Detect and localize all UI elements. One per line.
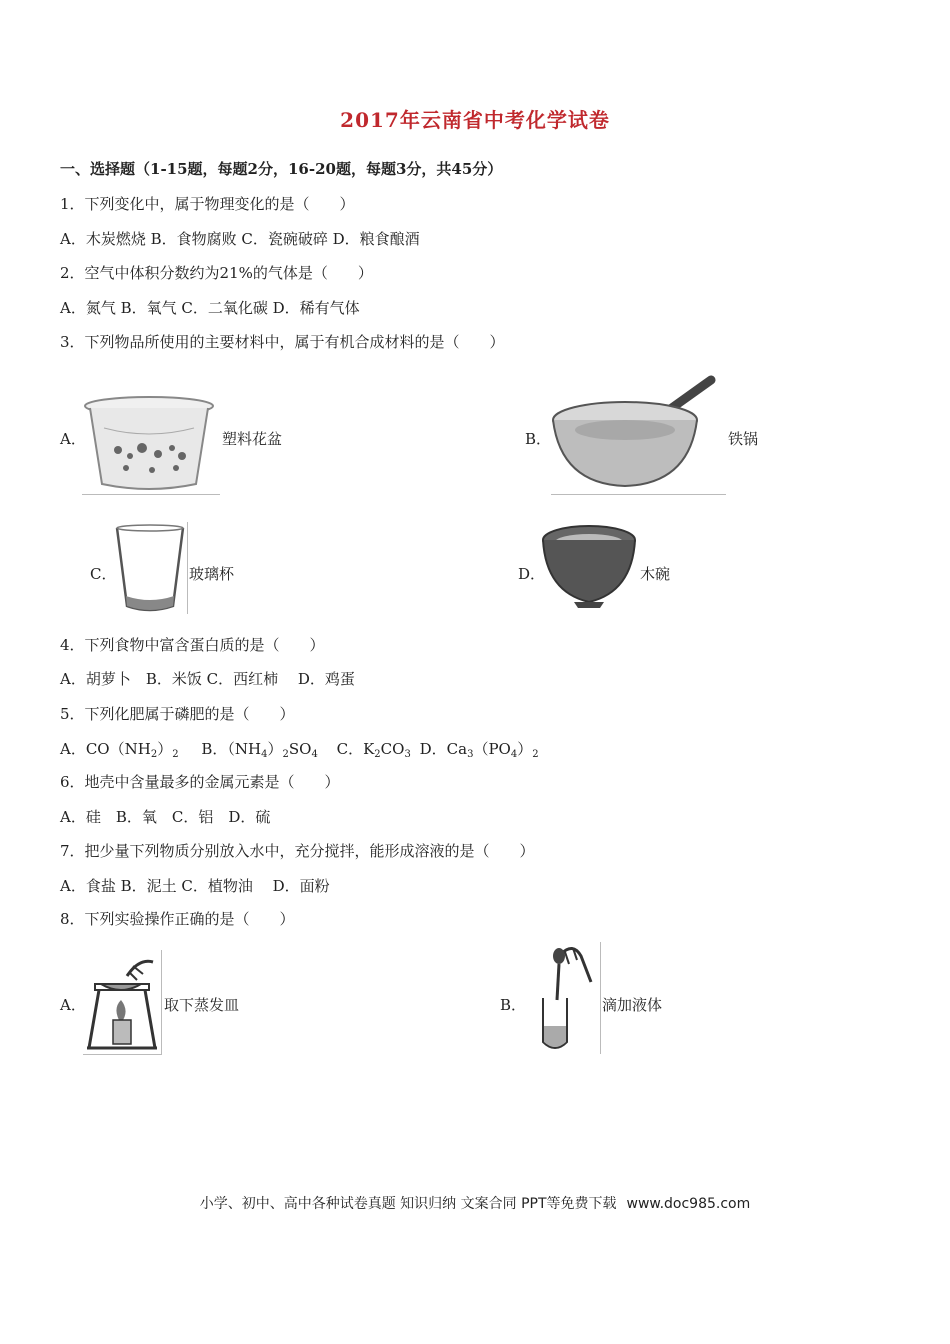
question-5-stem: 5．下列化肥属于磷肥的是（ ） bbox=[60, 705, 295, 723]
flower-pot-icon bbox=[82, 392, 220, 494]
q3-choice-d-letter: D． bbox=[518, 565, 546, 583]
q3-choice-d-caption: 木碗 bbox=[640, 565, 671, 583]
footer-text: 小学、初中、高中各种试卷真题 知识归纳 文案合同 PPT等免费下载 bbox=[199, 1196, 617, 1212]
question-6-stem: 6．地壳中含量最多的金属元素是（ ） bbox=[60, 773, 340, 791]
question-8-stem: 8．下列实验操作正确的是（ ） bbox=[60, 910, 295, 928]
question-2-options: A．氮气 B．氧气 C．二氧化碳 D．稀有气体 bbox=[60, 299, 360, 317]
question-4-options: A．胡萝卜 B．米饭 C．西红柿 D．鸡蛋 bbox=[60, 670, 355, 688]
q3-choice-c-caption: 玻璃杯 bbox=[189, 565, 235, 583]
q8-choice-a-letter: A． bbox=[60, 996, 86, 1014]
q3-choice-b-caption: 铁锅 bbox=[728, 430, 759, 448]
question-4-stem: 4．下列食物中富含蛋白质的是（ ） bbox=[60, 636, 325, 654]
footer bbox=[0, 1193, 950, 1213]
glass-cup-icon bbox=[113, 522, 187, 614]
page-title: 2017年云南省中考化学试卷 bbox=[340, 108, 610, 132]
wooden-bowl-icon bbox=[540, 522, 638, 610]
question-6-options: A．硅 B．氧 C．铝 D．硫 bbox=[60, 808, 271, 826]
q3-choice-c-letter: C． bbox=[90, 565, 117, 583]
glass-cup-image bbox=[113, 522, 188, 614]
question-7-options: A．食盐 B．泥土 C．植物油 D．面粉 bbox=[60, 877, 330, 895]
question-1-stem: 1．下列变化中，属于物理变化的是（ ） bbox=[60, 195, 355, 213]
flower-pot-image bbox=[82, 392, 220, 495]
question-5-options: A．$CO(NH_2)_2$ B．$(NH_4)_2SO_4$ C．$K_2CO_3$ D．$Ca_3(PO_4)_2$ bbox=[60, 740, 539, 760]
question-1-options: A．木炭燃烧 B．食物腐败 C．瓷碗破碎 D．粮食酿酒 bbox=[60, 230, 420, 248]
q3-choice-a-caption: 塑料花盆 bbox=[222, 430, 283, 448]
footer-url[interactable]: www.doc985.com bbox=[626, 1196, 751, 1212]
question-3-stem: 3．下列物品所使用的主要材料中，属于有机合成材料的是（ ） bbox=[60, 333, 505, 351]
wok-image bbox=[551, 372, 726, 495]
evaporating-dish-image bbox=[83, 950, 162, 1055]
q8-choice-b-letter: B． bbox=[500, 996, 527, 1014]
section-heading: 一、选择题（1-15题，每题2分，16-20题，每题3分，共45分） bbox=[60, 160, 503, 178]
wooden-bowl-image bbox=[540, 522, 638, 610]
evaporating-dish-icon bbox=[83, 950, 161, 1054]
question-2-stem: 2．空气中体积分数约为21%的气体是（ ） bbox=[60, 264, 373, 282]
q3-choice-a-letter: A． bbox=[60, 430, 86, 448]
wok-icon bbox=[551, 372, 726, 494]
q8-choice-b-caption: 滴加液体 bbox=[602, 996, 663, 1014]
q3-choice-b-letter: B． bbox=[525, 430, 552, 448]
dropper-image bbox=[525, 942, 601, 1054]
q8-choice-a-caption: 取下蒸发皿 bbox=[164, 996, 240, 1014]
question-7-stem: 7．把少量下列物质分别放入水中，充分搅拌，能形成溶液的是（ ） bbox=[60, 842, 535, 860]
dropper-icon bbox=[525, 942, 600, 1054]
